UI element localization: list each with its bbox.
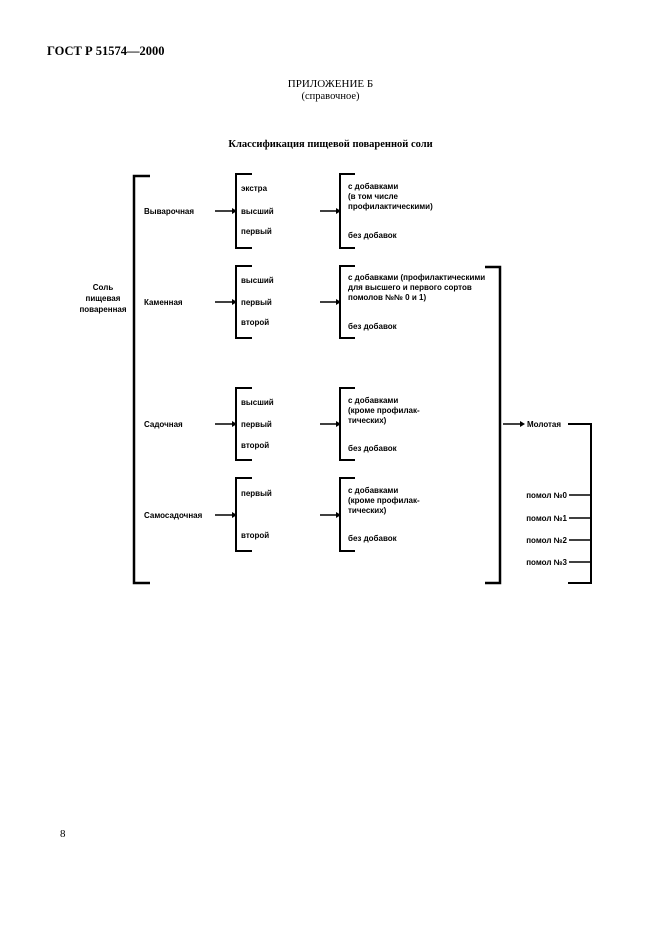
document-code: ГОСТ Р 51574—2000 <box>47 44 165 58</box>
additive-with-label: тических) <box>348 416 387 425</box>
additive-without-label: без добавок <box>348 534 397 543</box>
grade-label: высший <box>241 207 274 216</box>
grade-label: экстра <box>241 184 268 193</box>
additive-without-label: без добавок <box>348 444 397 453</box>
grind-label-1: помол №1 <box>526 514 567 523</box>
appendix-note: (справочное) <box>301 91 360 102</box>
additive-with-label: с добавками <box>348 486 399 495</box>
additive-with-label: профилактическими) <box>348 202 433 211</box>
root-label-line-3: поваренная <box>79 305 127 314</box>
grade-label: высший <box>241 398 274 407</box>
additive-with-label: с добавками <box>348 182 399 191</box>
grade-label: первый <box>241 420 272 429</box>
additive-without-label: без добавок <box>348 231 397 240</box>
additive-with-label: (в том числе <box>348 192 398 201</box>
grade-label: первый <box>241 489 272 498</box>
additive-with-label: с добавками (профилактическими <box>348 273 486 282</box>
grade-label: первый <box>241 298 272 307</box>
page-number: 8 <box>60 828 66 840</box>
diagram-title: Классификация пищевой поваренной соли <box>228 139 433 150</box>
grade-label: второй <box>241 318 270 327</box>
additive-with-label: для высшего и первого сортов <box>348 283 472 292</box>
arrow-heads <box>232 208 525 518</box>
arrowhead-ground <box>520 421 525 427</box>
grind-bracket <box>568 424 591 583</box>
grade-label: высший <box>241 276 274 285</box>
appendix-title: ПРИЛОЖЕНИЕ Б <box>287 78 374 90</box>
grade-label: второй <box>241 531 270 540</box>
additive-with-label: (кроме профилак- <box>348 406 420 415</box>
main-bracket <box>134 176 150 583</box>
type-label-2: Каменная <box>144 298 183 307</box>
grind-label-2: помол №2 <box>526 536 567 545</box>
grind-label-3: помол №3 <box>526 558 567 567</box>
grade-label: первый <box>241 227 272 236</box>
root-label-line-2: пищевая <box>85 294 121 303</box>
ground-label: Молотая <box>527 420 562 429</box>
additive-without-label: без добавок <box>348 322 397 331</box>
grade-label: второй <box>241 441 270 450</box>
additive-with-label: помолов №№ 0 и 1) <box>348 293 427 302</box>
root-label-line-1: Соль <box>92 283 114 292</box>
type-label-4: Самосадочная <box>144 511 203 520</box>
right-bracket <box>485 267 500 583</box>
type-label-1: Выварочная <box>144 207 195 216</box>
type-label-3: Садочная <box>144 420 183 429</box>
grind-label-0: помол №0 <box>526 491 567 500</box>
additive-with-label: тических) <box>348 506 387 515</box>
additive-with-label: с добавками <box>348 396 399 405</box>
additive-with-label: (кроме профилак- <box>348 496 420 505</box>
